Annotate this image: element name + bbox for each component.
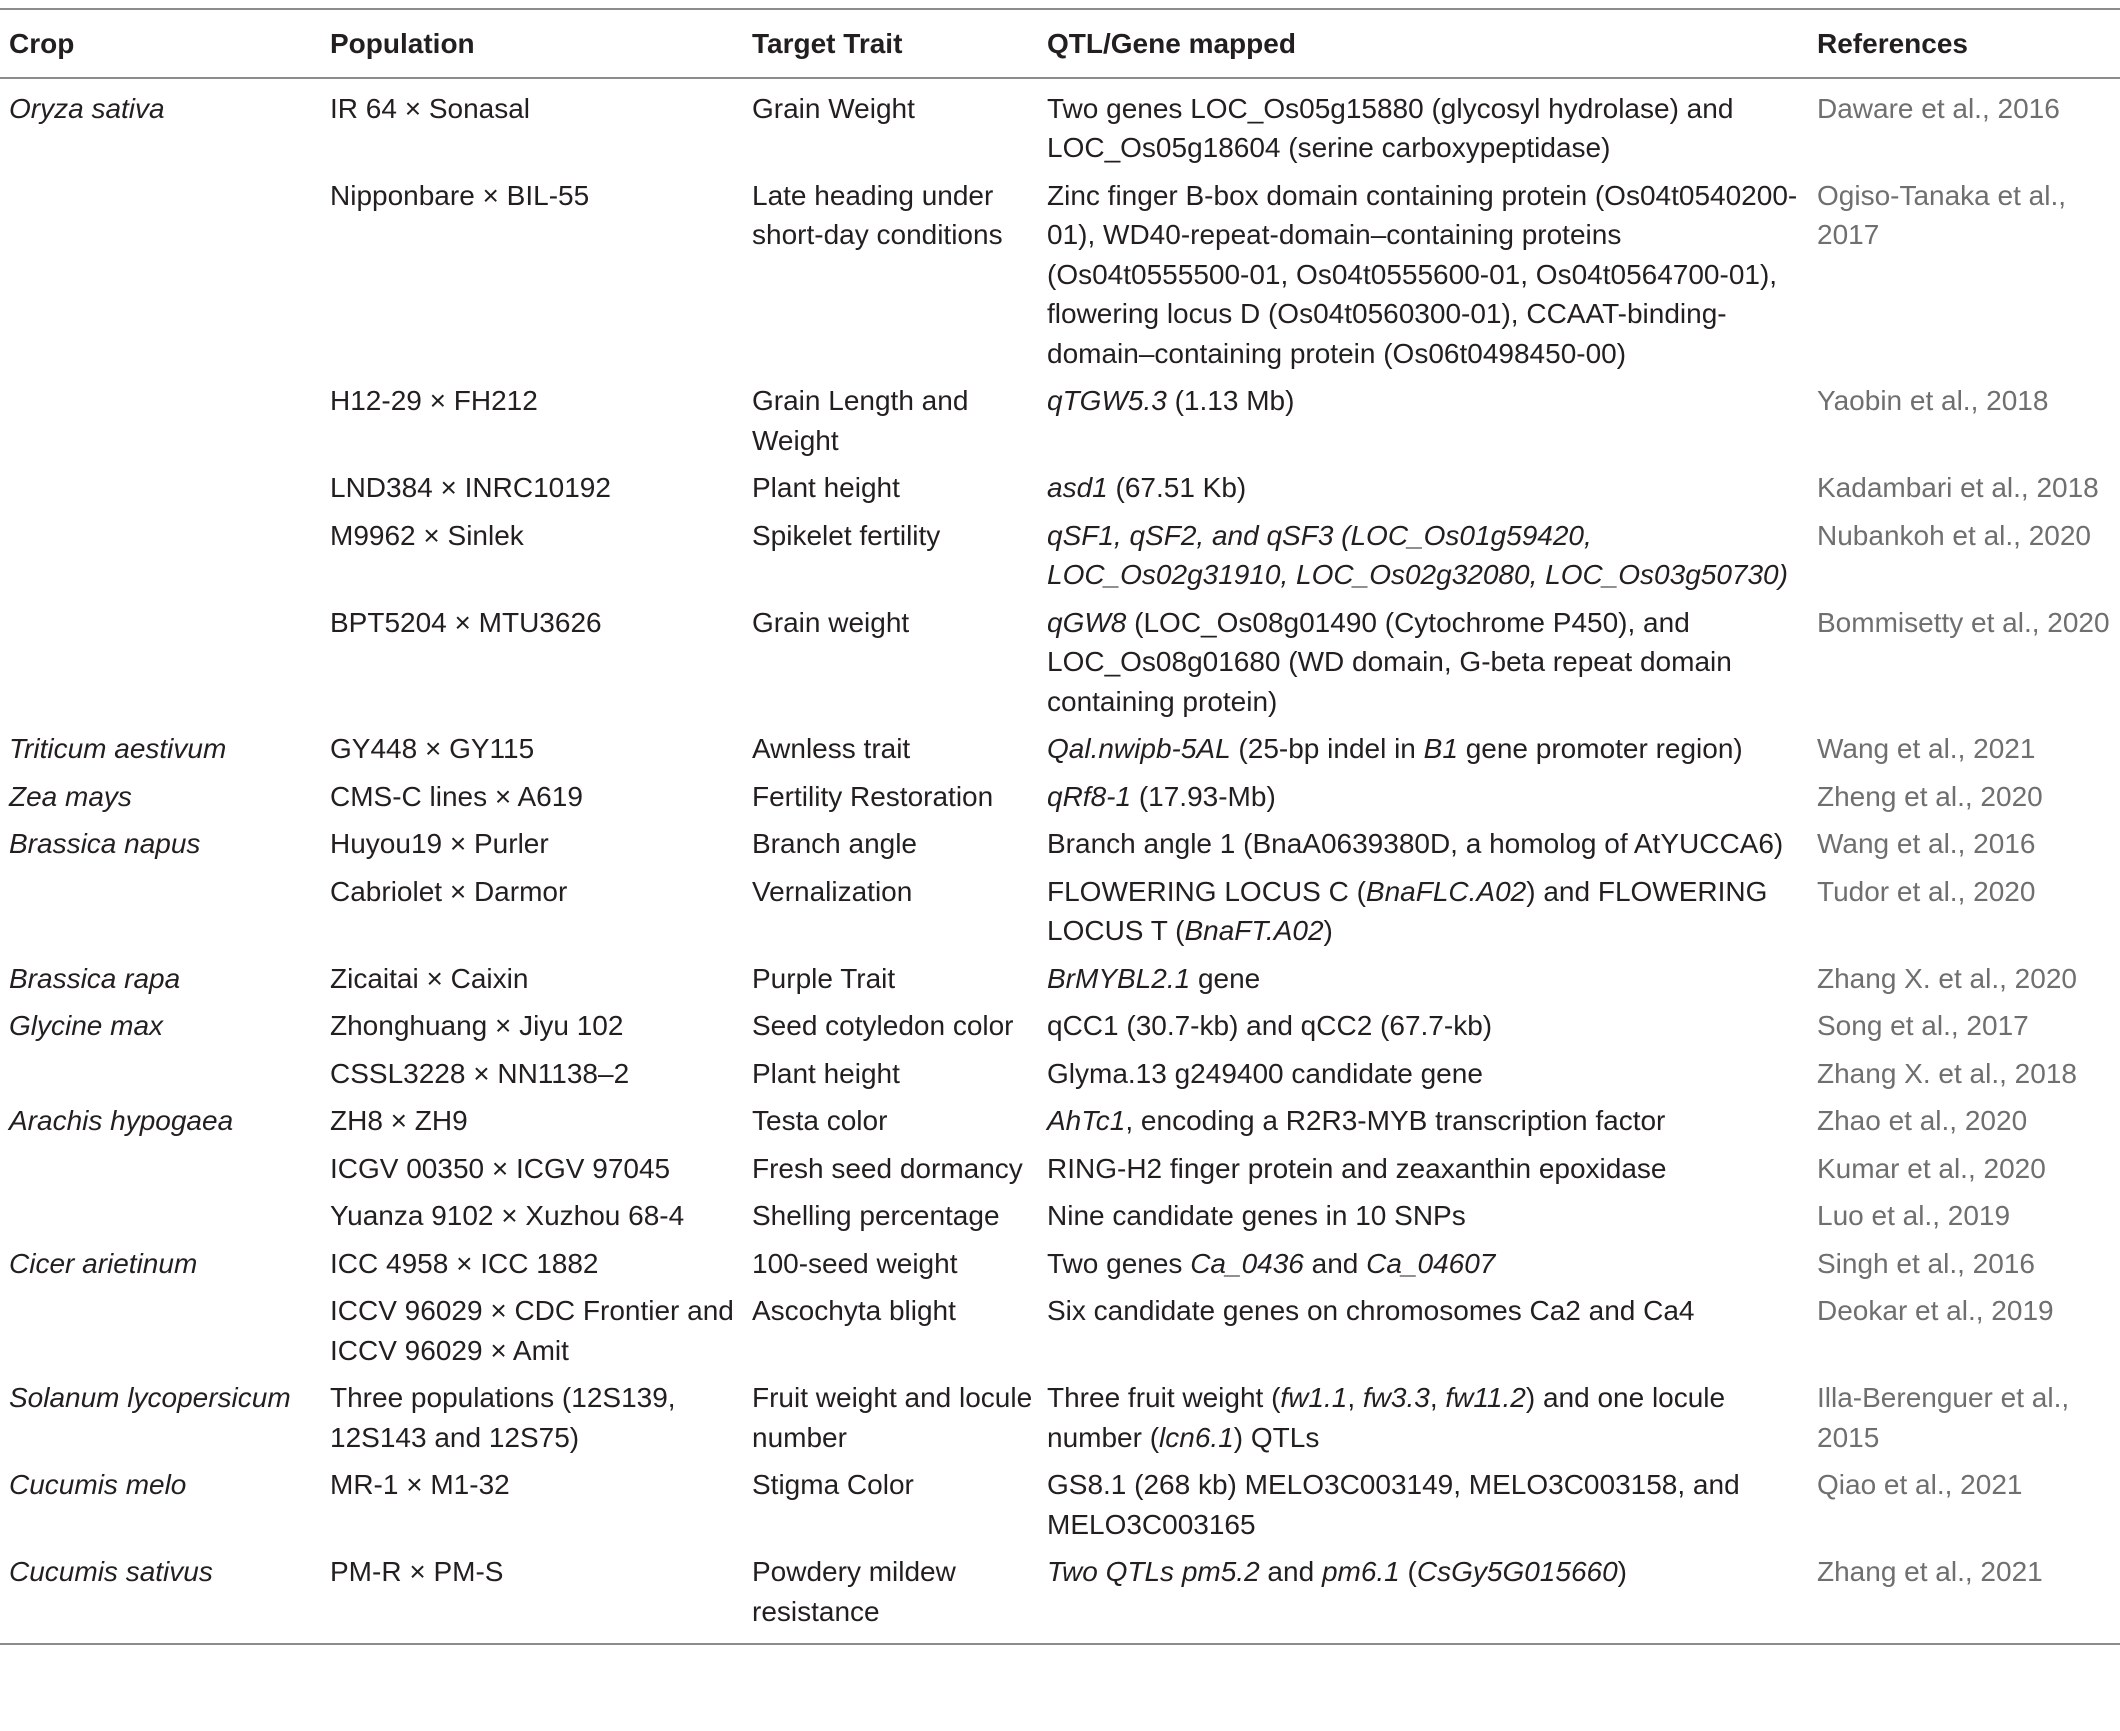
population-cell: CMS-C lines × A619 xyxy=(330,780,583,812)
qtl-gene-cell xyxy=(1047,1465,1817,1552)
target-trait-cell: Ascochyta blight xyxy=(752,1295,956,1326)
reference-link: Deokar et al., 2019 xyxy=(1817,1295,2054,1326)
reference-link: Kadambari et al., 2018 xyxy=(1817,472,2099,503)
reference-link: Wang et al., 2016 xyxy=(1817,828,2036,859)
qtl-gene-cell xyxy=(1047,1196,1817,1244)
qtl-text-segment: AhTc1 xyxy=(1047,1105,1126,1136)
table-row xyxy=(0,468,2120,516)
qtl-text-segment: Six candidate genes on chromosomes Ca2 and Ca4 xyxy=(1047,1295,1695,1326)
crop-cell xyxy=(0,603,330,730)
qtl-text-segment: Two QTLs pm5.2 xyxy=(1047,1556,1260,1587)
reference-link: Song et al., 2017 xyxy=(1817,1010,2029,1041)
qtl-text-segment: lcn6.1 xyxy=(1159,1421,1234,1453)
crop-cell: Cicer arietinum xyxy=(9,1247,198,1279)
qtl-gene-cell xyxy=(1047,176,1817,382)
crop-cell xyxy=(0,516,330,603)
header-population: Population xyxy=(330,9,752,78)
qtl-text-segment: GS8.1 (268 kb) MELO3C003149, MELO3C003158, and MELO3C003165 xyxy=(1047,1469,1740,1540)
qtl-text-segment: qTGW5.3 xyxy=(1047,385,1167,416)
target-trait-cell: Fertility Restoration xyxy=(752,780,994,812)
qtl-text-segment: , xyxy=(1347,1382,1363,1413)
table-row xyxy=(0,824,2120,872)
population-cell: Nipponbare × BIL-55 xyxy=(330,179,590,211)
qtl-text-segment: Glyma.13 g249400 candidate gene xyxy=(1047,1057,1483,1089)
reference-link: Yaobin et al., 2018 xyxy=(1817,385,2049,416)
qtl-gene-cell xyxy=(1047,959,1817,1007)
target-trait-cell: Purple Trait xyxy=(752,962,896,994)
reference-link: Luo et al., 2019 xyxy=(1817,1200,2011,1231)
crop-cell: Zea mays xyxy=(9,780,132,812)
qtl-gene-cell xyxy=(1047,603,1817,730)
qtl-text-segment: gene promoter region) xyxy=(1457,733,1743,764)
crop-cell: Triticum aestivum xyxy=(9,733,227,764)
target-trait-cell: Fresh seed dormancy xyxy=(752,1152,1023,1184)
qtl-gene-cell xyxy=(1047,381,1817,468)
qtl-text-segment: Ca_0436 xyxy=(1190,1247,1304,1279)
crop-cell: Glycine max xyxy=(9,1010,164,1041)
table-row xyxy=(0,959,2120,1007)
header-row xyxy=(0,9,2120,78)
target-trait-cell: Branch angle xyxy=(752,828,918,859)
qtl-text-segment: ) and FLOWERING LOCUS T ( xyxy=(1047,875,1768,946)
header-references: References xyxy=(1817,9,2120,78)
crop-cell xyxy=(0,1054,330,1102)
crop-cell: Brassica rapa xyxy=(9,962,181,994)
qtl-text-segment: BnaFT.A02 xyxy=(1184,915,1324,946)
qtl-text-segment: ) xyxy=(1617,1556,1627,1587)
crop-cell: Oryza sativa xyxy=(9,92,165,124)
crop-cell xyxy=(0,1149,330,1197)
reference-link: Bommisetty et al., 2020 xyxy=(1817,606,2110,638)
qtl-text-segment: and xyxy=(1259,1556,1322,1587)
crop-cell: Cucumis sativus xyxy=(0,1552,330,1644)
population-cell: H12-29 × FH212 xyxy=(330,385,538,416)
reference-link: Daware et al., 2016 xyxy=(1817,92,2060,124)
qtl-gene-cell xyxy=(1047,78,1817,176)
table-header xyxy=(0,9,2120,78)
qtl-text-segment: qSF1, qSF2, and qSF3 (LOC_Os01g59420, LOC_Os02g31910, LOC_Os02g32080, LOC_Os03g50730) xyxy=(1047,519,1788,590)
population-cell: GY448 × GY115 xyxy=(330,733,535,764)
target-trait-cell: Fruit weight and locule number xyxy=(752,1382,1033,1453)
qtl-gene-cell xyxy=(1047,1101,1817,1149)
population-cell: M9962 × Sinlek xyxy=(330,519,524,551)
crop-cell xyxy=(0,872,330,959)
table-row xyxy=(0,777,2120,825)
qtl-text-segment: , xyxy=(1429,1382,1446,1413)
reference-link: Illa-Berenguer et al., 2015 xyxy=(1817,1382,2070,1453)
population-cell: Yuanza 9102 × Xuzhou 68-4 xyxy=(330,1200,685,1231)
table-row xyxy=(0,1378,2120,1465)
target-trait-cell: Grain weight xyxy=(752,606,910,638)
population-cell: PM-R × PM-S xyxy=(330,1552,752,1644)
population-cell: CSSL3228 × NN1138–2 xyxy=(330,1057,630,1089)
qtl-gene-cell xyxy=(1047,777,1817,825)
table-row xyxy=(0,729,2120,777)
table-row xyxy=(0,1244,2120,1292)
target-trait-cell: Vernalization xyxy=(752,875,913,907)
reference-link: Zhao et al., 2020 xyxy=(1817,1105,2028,1136)
table-row xyxy=(0,381,2120,468)
table-row xyxy=(0,872,2120,959)
table-row xyxy=(0,1149,2120,1197)
header-crop: Crop xyxy=(0,9,330,78)
target-trait-cell: Awnless trait xyxy=(752,733,911,764)
qtl-text-segment: (25-bp indel in xyxy=(1230,733,1424,764)
qtl-gene-cell xyxy=(1047,1006,1817,1054)
qtl-mapping-table xyxy=(0,8,2120,1645)
reference-link: Nubankoh et al., 2020 xyxy=(1817,519,2091,551)
target-trait-cell: Powdery mildew resistance xyxy=(752,1552,1047,1644)
qtl-text-segment: pm6.1 xyxy=(1321,1556,1400,1587)
qtl-text-segment: Zinc finger B-box domain containing protein (Os04t0540200-01), WD40-repeat-domain–containing proteins (Os04t0555500-01, Os04t0555600-01, Os04t0564700-01), flowering locus D (Os04t0560300-01), CCAAT-binding-domain–containing protein (Os06t0498450-00) xyxy=(1047,179,1798,369)
table-row xyxy=(0,1196,2120,1244)
table-body xyxy=(0,78,2120,1645)
qtl-text-segment: qRf8-1 xyxy=(1047,780,1132,812)
qtl-gene-cell xyxy=(1047,872,1817,959)
qtl-text-segment: Nine candidate genes in 10 SNPs xyxy=(1047,1200,1466,1231)
qtl-text-segment: ) xyxy=(1323,915,1333,946)
table-row xyxy=(0,176,2120,382)
target-trait-cell: Grain Weight xyxy=(752,92,915,124)
crop-cell: Solanum lycopersicum xyxy=(9,1382,291,1413)
population-cell: ICC 4958 × ICC 1882 xyxy=(330,1247,599,1279)
qtl-text-segment: fw11.2 xyxy=(1445,1382,1526,1413)
qtl-text-segment: Two genes LOC_Os05g15880 (glycosyl hydrolase) and LOC_Os05g18604 (serine carboxypeptidase) xyxy=(1047,92,1734,163)
table-row xyxy=(0,1552,2120,1644)
qtl-gene-cell xyxy=(1047,1244,1817,1292)
crop-cell: Brassica napus xyxy=(9,828,201,859)
reference-link: Zhang X. et al., 2018 xyxy=(1817,1057,2077,1089)
qtl-gene-cell xyxy=(1047,1552,1817,1644)
qtl-gene-cell xyxy=(1047,516,1817,603)
qtl-text-segment: B1 xyxy=(1423,733,1458,764)
reference-link: Zhang X. et al., 2020 xyxy=(1817,962,2077,994)
crop-cell: Cucumis melo xyxy=(9,1469,187,1500)
reference-link: Ogiso-Tanaka et al., 2017 xyxy=(1817,179,2067,250)
population-cell: ZH8 × ZH9 xyxy=(330,1105,468,1136)
population-cell: MR-1 × M1-32 xyxy=(330,1469,510,1500)
population-cell: Three populations (12S139, 12S143 and 12S75) xyxy=(330,1382,676,1453)
crop-cell xyxy=(0,1291,330,1378)
qtl-text-segment: ) and one locule number ( xyxy=(1047,1382,1726,1453)
target-trait-cell: Testa color xyxy=(752,1105,888,1136)
table-row xyxy=(0,1291,2120,1378)
qtl-text-segment: (1.13 Mb) xyxy=(1166,385,1295,416)
qtl-gene-cell xyxy=(1047,468,1817,516)
qtl-text-segment: Ca_04607 xyxy=(1366,1247,1496,1279)
population-cell: IR 64 × Sonasal xyxy=(330,92,531,124)
crop-cell: Arachis hypogaea xyxy=(9,1105,234,1136)
qtl-text-segment: gene xyxy=(1190,962,1261,994)
header-target-trait: Target Trait xyxy=(752,9,1047,78)
qtl-gene-cell xyxy=(1047,824,1817,872)
qtl-text-segment: Qal.nwipb-5AL xyxy=(1047,733,1231,764)
population-cell: BPT5204 × MTU3626 xyxy=(330,606,602,638)
reference-link: Kumar et al., 2020 xyxy=(1817,1152,2046,1184)
table-row xyxy=(0,1465,2120,1552)
target-trait-cell: Spikelet fertility xyxy=(752,519,941,551)
reference-link: Tudor et al., 2020 xyxy=(1817,875,2036,907)
reference-link: Zheng et al., 2020 xyxy=(1817,780,2043,812)
qtl-text-segment: , encoding a R2R3-MYB transcription factor xyxy=(1125,1105,1666,1136)
qtl-text-segment: ( xyxy=(1399,1556,1417,1587)
reference-link: Qiao et al., 2021 xyxy=(1817,1469,2023,1500)
target-trait-cell: Seed cotyledon color xyxy=(752,1010,1014,1041)
table-row xyxy=(0,1101,2120,1149)
target-trait-cell: Plant height xyxy=(752,1057,900,1089)
qtl-gene-cell xyxy=(1047,729,1817,777)
qtl-gene-cell xyxy=(1047,1149,1817,1197)
crop-cell xyxy=(0,468,330,516)
table-row xyxy=(0,1006,2120,1054)
target-trait-cell: Shelling percentage xyxy=(752,1200,1000,1231)
qtl-text-segment: RING-H2 finger protein and zeaxanthin epoxidase xyxy=(1047,1152,1667,1184)
target-trait-cell: Plant height xyxy=(752,472,900,503)
qtl-text-segment: BrMYBL2.1 xyxy=(1047,962,1191,994)
qtl-text-segment: Branch angle 1 (BnaA0639380D, a homolog of AtYUCCA6) xyxy=(1047,828,1784,859)
qtl-text-segment: CsGy5G015660 xyxy=(1416,1556,1618,1587)
qtl-text-segment: qCC1 (30.7-kb) and qCC2 (67.7-kb) xyxy=(1047,1010,1493,1041)
qtl-text-segment: and xyxy=(1303,1247,1367,1279)
table-row xyxy=(0,516,2120,603)
qtl-gene-cell xyxy=(1047,1378,1817,1465)
crop-cell xyxy=(0,1196,330,1244)
target-trait-cell: Grain Length and Weight xyxy=(752,385,969,456)
crop-cell xyxy=(0,176,330,382)
table-row xyxy=(0,78,2120,176)
qtl-text-segment: (67.51 Kb) xyxy=(1107,472,1247,503)
population-cell: Huyou19 × Purler xyxy=(330,828,549,859)
qtl-gene-cell xyxy=(1047,1291,1817,1378)
qtl-text-segment: FLOWERING LOCUS C ( xyxy=(1047,875,1366,907)
qtl-text-segment: ) QTLs xyxy=(1233,1421,1320,1453)
qtl-text-segment: Two genes xyxy=(1047,1247,1191,1279)
population-cell: Zicaitai × Caixin xyxy=(330,962,529,994)
crop-cell xyxy=(0,381,330,468)
qtl-text-segment: (LOC_Os08g01490 (Cytochrome P450), and LOC_Os08g01680 (WD domain, G-beta repeat domain containing protein) xyxy=(1047,606,1732,717)
population-cell: Cabriolet × Darmor xyxy=(330,875,568,907)
table-row xyxy=(0,603,2120,730)
qtl-text-segment: (17.93-Mb) xyxy=(1131,780,1276,812)
reference-link: Singh et al., 2016 xyxy=(1817,1247,2035,1279)
target-trait-cell: 100-seed weight xyxy=(752,1247,958,1279)
qtl-text-segment: qGW8 xyxy=(1047,606,1127,638)
header-qtl-gene-mapped: QTL/Gene mapped xyxy=(1047,9,1817,78)
reference-link: Wang et al., 2021 xyxy=(1817,733,2036,764)
target-trait-cell: Stigma Color xyxy=(752,1469,914,1500)
target-trait-cell: Late heading under short-day conditions xyxy=(752,179,1003,250)
population-cell: LND384 × INRC10192 xyxy=(330,472,611,503)
reference-link: Zhang et al., 2021 xyxy=(1817,1552,2120,1644)
qtl-gene-cell xyxy=(1047,1054,1817,1102)
qtl-text-segment: Three fruit weight ( xyxy=(1047,1382,1281,1413)
qtl-text-segment: fw1.1 xyxy=(1280,1382,1348,1413)
table-row xyxy=(0,1054,2120,1102)
qtl-text-segment: fw3.3 xyxy=(1362,1382,1430,1413)
qtl-text-segment: asd1 xyxy=(1047,472,1108,503)
population-cell: ICGV 00350 × ICGV 97045 xyxy=(330,1152,671,1184)
population-cell: ICCV 96029 × CDC Frontier and ICCV 96029 × Amit xyxy=(330,1295,734,1366)
population-cell: Zhonghuang × Jiyu 102 xyxy=(330,1010,624,1041)
qtl-text-segment: BnaFLC.A02 xyxy=(1365,875,1527,907)
